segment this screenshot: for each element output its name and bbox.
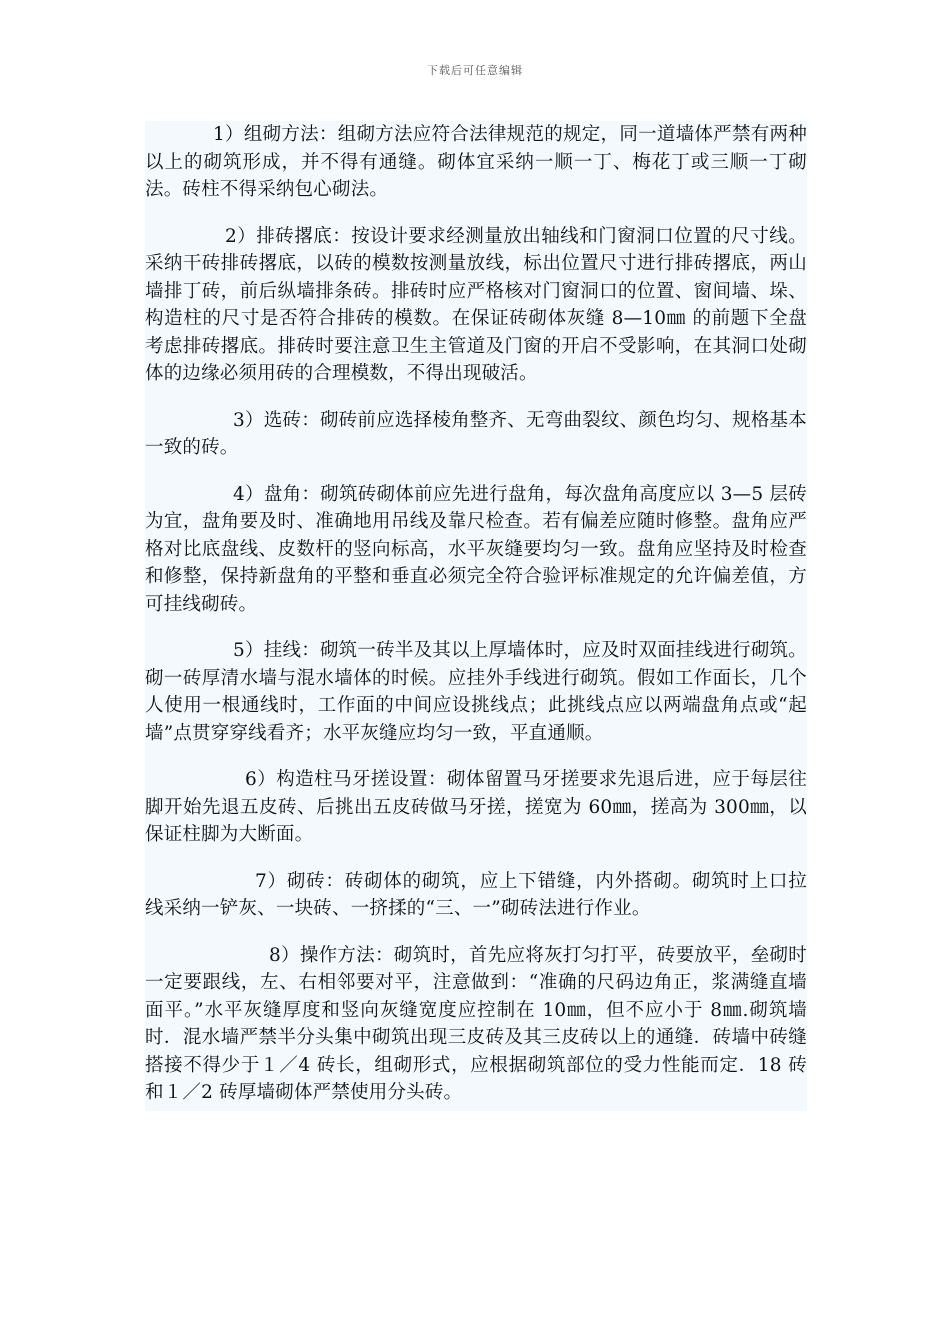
document-body bbox=[145, 121, 807, 1111]
paragraph-1: 1）组砌方法：组砌方法应符合法律规范的规定，同一道墙体严禁有两种以上的砌筑形成，并不得有通缝。砌体宜采纳一顺一丁、梅花丁或三顺一丁砌法。砖柱不得采纳包心砌法。 bbox=[145, 124, 807, 200]
paragraph-4: 4）盘角：砌筑砖砌体前应先进行盘角，每次盘角高度应以 3—5 层砖为宜，盘角要及时、准确地用吊线及靠尺检查。若有偏差应随时修整。盘角应严格对比底盘线、皮数杆的竖向标高，水平灰缝要均匀一致。盘角应坚持及时检查和修整，保持新盘角的平整和垂直必须完全符合验评标准规定的允许偏差值，方可挂线砌砖。 bbox=[145, 483, 807, 615]
paragraph-6: 6）构造柱马牙搓设置：砌体留置马牙搓要求先退后进，应于每层往脚开始先退五皮砖、后挑出五皮砖做马牙搓，搓宽为 60㎜，搓高为 300㎜，以保证柱脚为大断面。 bbox=[145, 769, 807, 845]
page-header: 下载后可任意编辑 bbox=[427, 64, 523, 77]
paragraph-3: 3）选砖：砌砖前应选择棱角整齐、无弯曲裂纹、颜色均匀、规格基本一致的砖。 bbox=[145, 409, 807, 458]
paragraph-2: 2）排砖撂底：按设计要求经测量放出轴线和门窗洞口位置的尺寸线。采纳干砖排砖撂底，以砖的模数按测量放线，标出位置尺寸进行排砖撂底，两山墙排丁砖，前后纵墙排条砖。排砖时应严格核对门窗洞口的位置、窗间墙、垛、构造柱的尺寸是否符合排砖的模数。在保证砖砌体灰缝 8—10㎜ 的前题下全盘考虑排砖撂底。排砖时要注意卫生主管道及门窗的开启不受影响，在其洞口处砌体的边缘必须用砖的合理模数，不得出现破活。 bbox=[145, 225, 807, 384]
paragraph-5: 5）挂线：砌筑一砖半及其以上厚墙体时，应及时双面挂线进行砌筑。砌一砖厚清水墙与混水墙体的时候。应挂外手线进行砌筑。假如工作面长，几个人使用一根通线时，工作面的中间应设挑线点；此挑线点应以两端盘角点或“起墙”点贯穿穿线看齐；水平灰缝应均匀一致，平直通顺。 bbox=[145, 640, 807, 744]
paragraph-8: 8）操作方法：砌筑时，首先应将灰打匀打平，砖要放平，垒砌时一定要跟线，左、右相邻要对平，注意做到：“准确的尺码边角正，浆满缝直墙面平。”水平灰缝厚度和竖向灰缝宽度应控制在 10㎜，但不应小于 8㎜.砌筑墙时．混水墙严禁半分头集中砌筑出现三皮砖及其三皮砖以上的通缝．砖墙中砖缝搭接不得少于１／4 砖长，组砌形式，应根据砌筑部位的受力性能而定．18 砖和１／2 砖厚墙砌体严禁使用分头砖。 bbox=[145, 944, 807, 1103]
paragraph-7: 7）砌砖：砖砌体的砌筑，应上下错缝，内外搭砌。砌筑时上口拉线采纳一铲灰、一块砖、一挤揉的“三、一”砌砖法进行作业。 bbox=[145, 870, 807, 919]
